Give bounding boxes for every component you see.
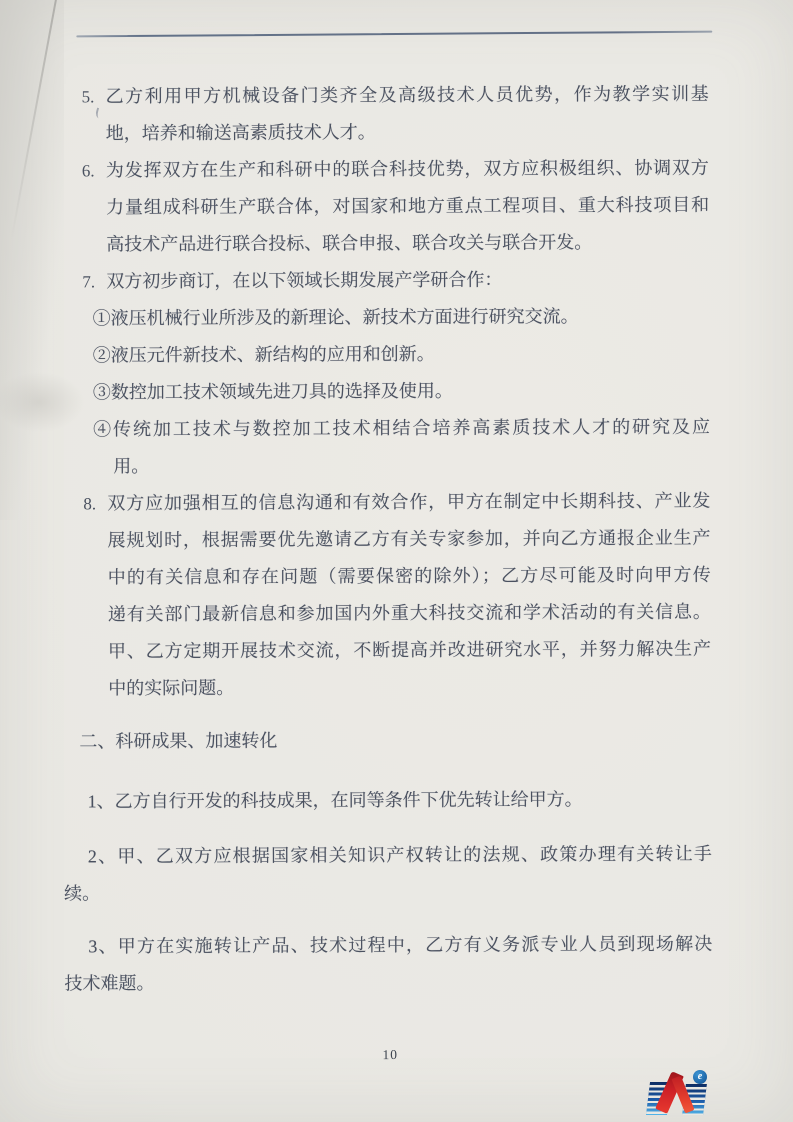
- list-item-5: [82, 76, 709, 153]
- item-text: [107, 483, 711, 708]
- text-line: 2、甲、乙双方应根据国家相关知识产权转让的法规、政策办理有关转让手: [87, 843, 712, 867]
- list-item-7: [82, 261, 710, 486]
- item-number: 7.: [82, 272, 96, 292]
- text-line: ④传统加工技术与数控加工技术相结合培养高素质技术人才的研究及应: [92, 416, 711, 440]
- text-line: 用。: [113, 456, 150, 477]
- paragraph-2: [64, 836, 712, 913]
- text-line: 展规划时，根据需要优先邀请乙方有关专家参加，并向乙方通报企业生产: [107, 527, 711, 551]
- logo-e-badge: [693, 1070, 707, 1084]
- item-number: 8.: [83, 494, 97, 514]
- sub-list-item-3: [92, 372, 710, 412]
- text-line: 力量组成科研生产联合体，对国家和地方重点工程项目、重大科技项目和: [106, 194, 710, 218]
- page-number: 10: [382, 1047, 399, 1063]
- paragraph-3: [64, 926, 712, 1003]
- text-line: 技术难题。: [64, 973, 155, 994]
- text-line: 甲、乙方定期开展技术交流，不断提高并改进研究水平，并努力解决生产: [107, 638, 712, 662]
- header-rule: [76, 31, 712, 38]
- text-line: ③数控加工技术领域先进刀具的选择及使用。: [92, 380, 453, 403]
- sub-list-item-1: [92, 298, 709, 338]
- text-line: 递有关部门最新信息和参加国内外重大科技交流和学术活动的有关信息。: [107, 601, 711, 625]
- text-line: 中的有关信息和存在问题（需要保密的除外）；乙方尽可能及时向甲方传: [107, 564, 711, 588]
- sub-list-item-2: [92, 335, 710, 375]
- text-line: 高技术产品进行联合投标、联合申报、联合攻关与联合开发。: [106, 232, 593, 255]
- text-line: ②液压元件新技术、新结构的应用和创新。: [92, 343, 435, 366]
- logo-badge-letter: e: [697, 1071, 703, 1082]
- page-footer: [3, 1044, 793, 1065]
- list-item-6: [82, 150, 709, 264]
- text-line: 3、甲方在实施转让产品、技术过程中，乙方有义务派专业人员到现场解决: [88, 933, 713, 957]
- text-line: ①液压机械行业所涉及的新理论、新技术方面进行研究交流。: [92, 306, 579, 329]
- text-line: 乙方利用甲方机械设备门类齐全及高级技术人员优势，作为教学实训基: [105, 83, 709, 107]
- item-number: 6.: [81, 161, 95, 181]
- text-line: 双方初步商订，在以下领域长期发展产学研合作：: [106, 269, 503, 292]
- text-line: 为发挥双方在生产和科研中的联合科技优势，双方应积极组织、协调双方: [105, 157, 709, 181]
- item-text: [106, 150, 709, 264]
- document-body: [64, 76, 713, 1003]
- text-line: 地，培养和输送高素质技术人才。: [105, 122, 376, 144]
- text-line: 中的实际问题。: [108, 677, 235, 699]
- paragraph-1: [64, 781, 712, 821]
- text-line: 双方应加强相互的信息沟通和有效合作，甲方在制定中长期科技、产业发: [107, 490, 711, 514]
- text-line: 续。: [64, 883, 101, 904]
- section-heading: 二、科研成果、加速转化: [79, 730, 278, 752]
- list-item-8: [83, 483, 711, 708]
- item-text: [92, 261, 711, 486]
- item-number: 5.: [81, 87, 95, 107]
- watermark-logo: [646, 1070, 710, 1118]
- text-line: 1、乙方自行开发的科技成果，在同等条件下优先转让给甲方。: [87, 789, 583, 812]
- item-text: [106, 76, 709, 153]
- sub-list-item-4: [92, 409, 711, 486]
- section-2: [63, 721, 712, 1003]
